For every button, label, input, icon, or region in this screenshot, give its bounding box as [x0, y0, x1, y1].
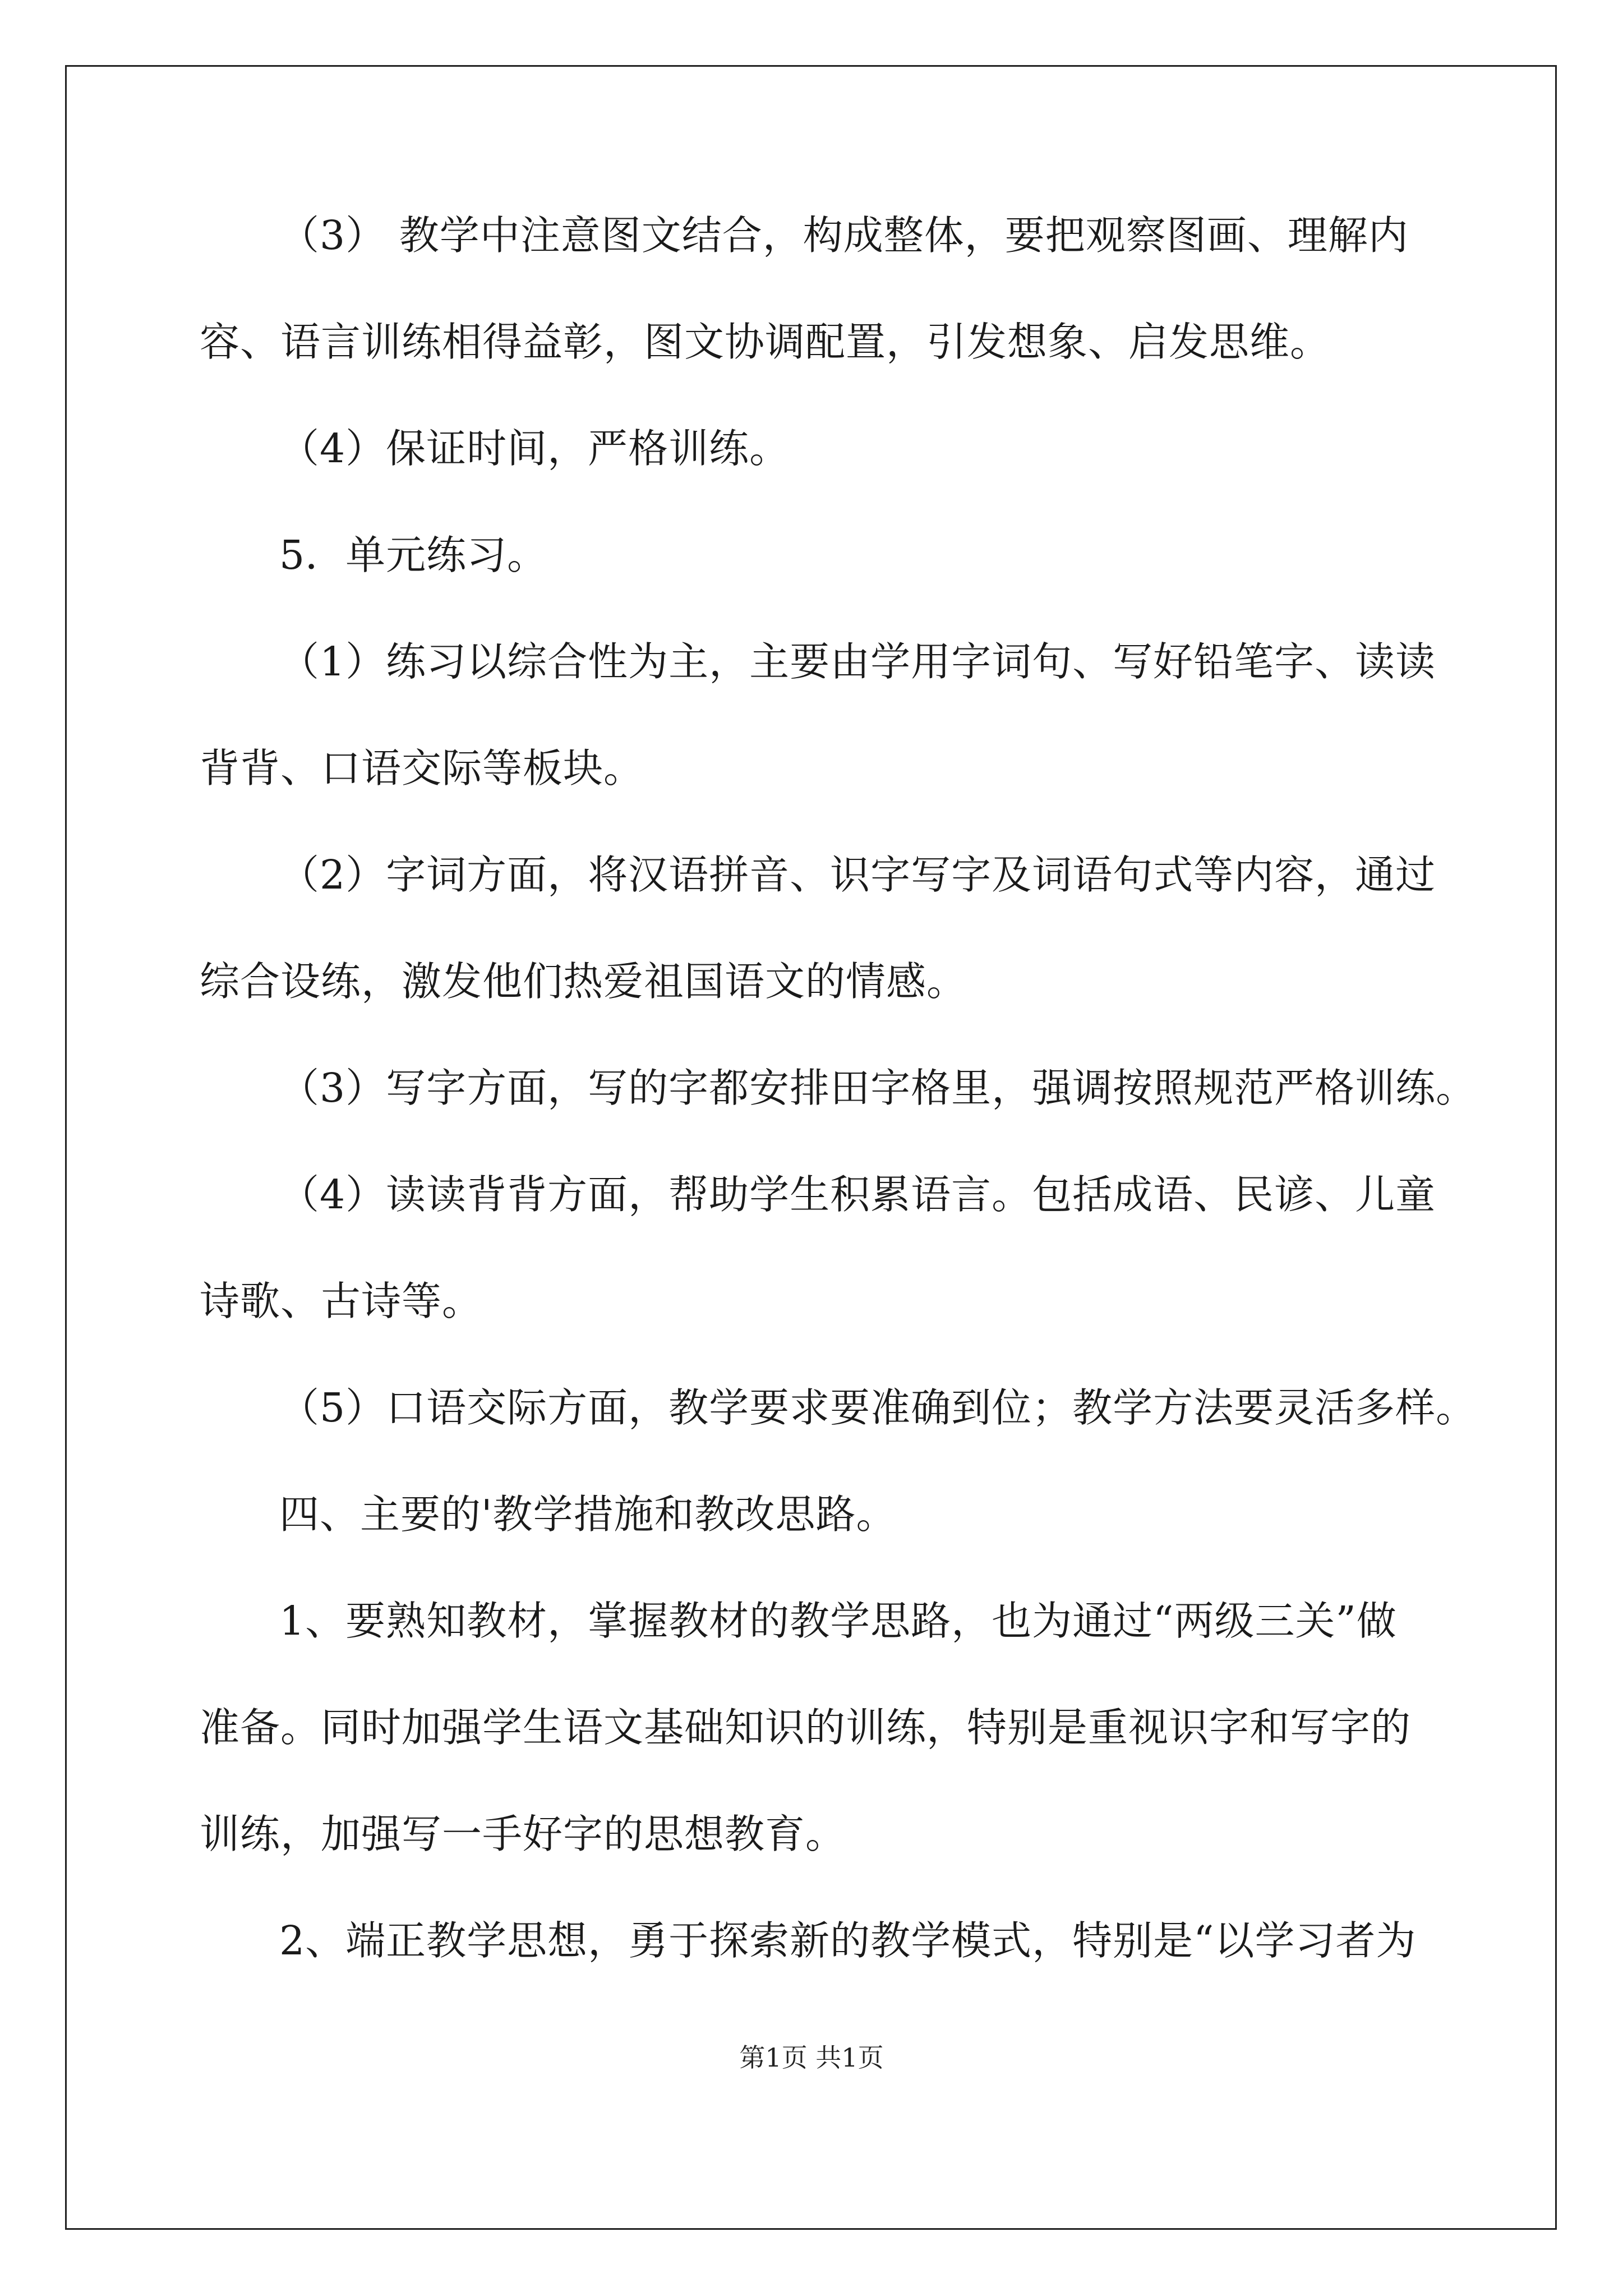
paragraph-line: 训练，加强写一手好字的思想教育。 [200, 1811, 846, 1857]
paragraph-line: 1、要熟知教材，掌握教材的教学思路，也为通过“两级三关”做 [279, 1598, 1397, 1644]
paragraph-line: 容、语言训练相得益彰，图文协调配置，引发想象、启发思维。 [200, 319, 1331, 365]
paragraph-line: 2、端正教学思想，勇于探索新的教学模式，特别是“以学习者为 [279, 1917, 1417, 1964]
paragraph-line: （2）字词方面，将汉语拼音、识字写字及词语句式等内容，通过 [279, 852, 1436, 898]
paragraph-line: 综合设练，激发他们热爱祖国语文的情感。 [200, 958, 967, 1005]
section-heading: 四、主要的'教学措施和教改思路。 [279, 1491, 897, 1538]
paragraph-line: （5）口语交际方面，教学要求要准确到位；教学方法要灵活多样。 [279, 1384, 1477, 1431]
paragraph-line: （3） 教学中注意图文结合，构成整体，要把观察图画、理解内 [279, 212, 1409, 259]
paragraph-line: 诗歌、古诗等。 [200, 1278, 483, 1324]
paragraph-line: （4）保证时间，严格训练。 [279, 425, 790, 472]
paragraph-line: 背背、口语交际等板块。 [200, 745, 644, 792]
page-number-footer: 第1页 共1页 [739, 2042, 884, 2073]
paragraph-line: （3）写字方面，写的字都安排田字格里，强调按照规范严格训练。 [279, 1065, 1477, 1111]
paragraph-line: （1）练习以综合性为主，主要由学用字词句、写好铅笔字、读读 [279, 638, 1436, 685]
paragraph-line: （4）读读背背方面，帮助学生积累语言。包括成语、民谚、儿童 [279, 1171, 1436, 1218]
paragraph-line: 准备。同时加强学生语文基础知识的训练，特别是重视识字和写字的 [200, 1704, 1412, 1751]
page-border [65, 65, 1557, 2230]
section-heading: 5．单元练习。 [279, 532, 548, 578]
